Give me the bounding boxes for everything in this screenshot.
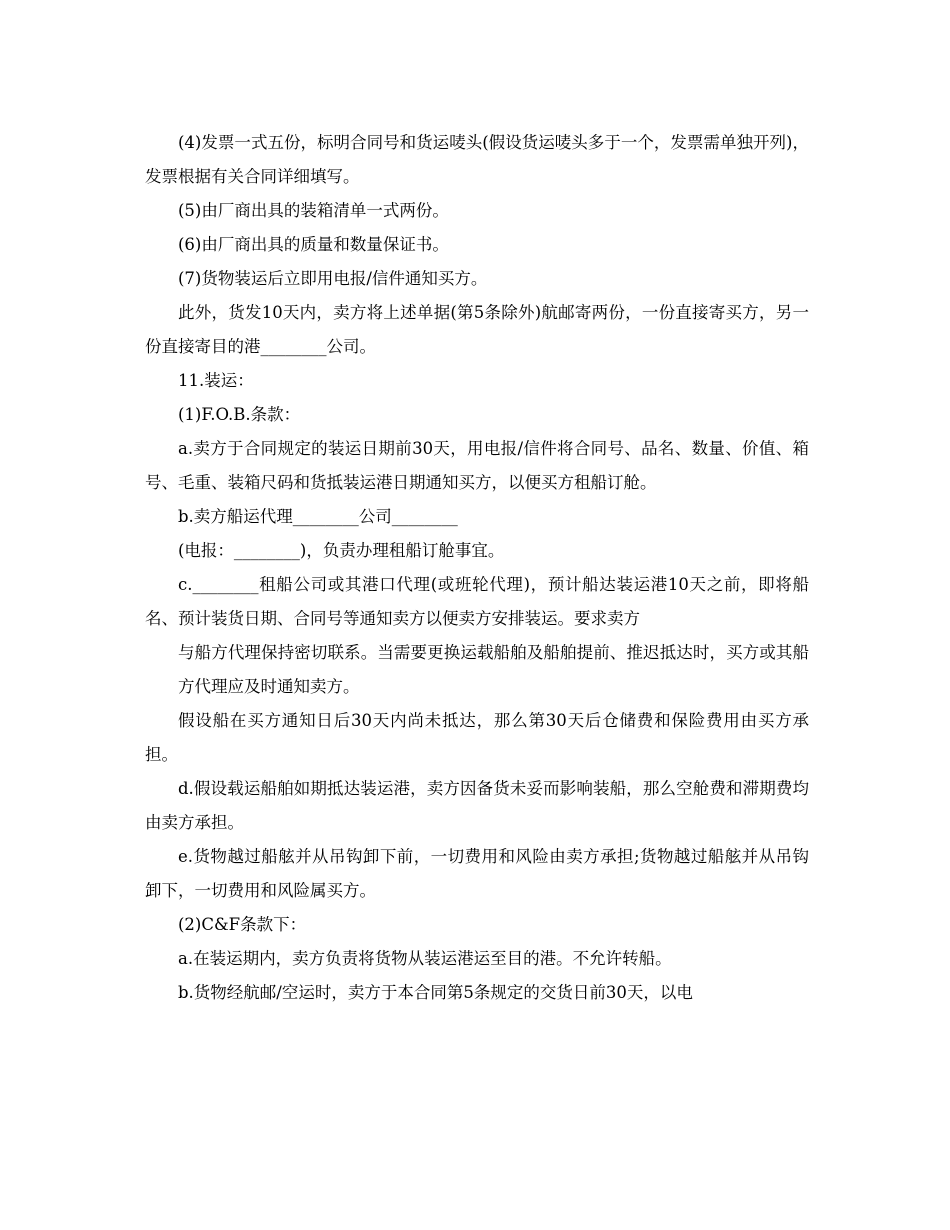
paragraph-fob-d: d.假设载运船舶如期抵达装运港，卖方因备货未妥而影响装船，那么空舱费和滞期费均由卖方承担。 bbox=[145, 779, 809, 832]
document-body bbox=[145, 126, 809, 1010]
subheading-cf-terms: (2)C&F条款下： bbox=[178, 915, 307, 934]
paragraph-fob-c-continued: 与船方代理保持密切联系。当需要更换运载船舶及船舶提前、推迟抵达时，买方或其船方代理应及时通知卖方。 bbox=[178, 643, 809, 696]
paragraph-shipment-notice: (7)货物装运后立即用电报/信件通知买方。 bbox=[178, 269, 488, 288]
paragraph-vessel-delay: 假设船在买方通知日后30天内尚未抵达，那么第30天后仓储费和保险费用由买方承担。 bbox=[145, 711, 809, 764]
paragraph-cf-b: b.货物经航邮/空运时，卖方于本合同第5条规定的交货日前30天，以电 bbox=[178, 983, 693, 1002]
paragraph-packing-list: (5)由厂商出具的装箱清单一式两份。 bbox=[178, 201, 449, 220]
paragraph-cf-a: a.在装运期内，卖方负责将货物从装运港运至目的港。不允许转船。 bbox=[178, 949, 672, 968]
paragraph-invoice: (4)发票一式五份，标明合同号和货运唛头(假设货运唛头多于一个，发票需单独开列)，发票根据有关合同详细填写。 bbox=[145, 133, 809, 186]
paragraph-quality-certificate: (6)由厂商出具的质量和数量保证书。 bbox=[178, 235, 449, 254]
paragraph-fob-c: c.________租船公司或其港口代理(或班轮代理)，预计船达装运港10天之前，即将船名、预计装货日期、合同号等通知卖方以便卖方安排装运。要求卖方 bbox=[145, 575, 809, 628]
paragraph-fob-b-telegram: (电报：________)，负责办理租船订舱事宜。 bbox=[178, 541, 505, 560]
paragraph-fob-e: e.货物越过船舷并从吊钩卸下前，一切费用和风险由卖方承担;货物越过船舷并从吊钩卸下，一切费用和风险属买方。 bbox=[145, 847, 809, 900]
paragraph-fob-a: a.卖方于合同规定的装运日期前30天，用电报/信件将合同号、品名、数量、价值、箱号、毛重、装箱尺码和货抵装运港日期通知买方，以便买方租船订舱。 bbox=[145, 439, 809, 492]
subheading-fob-terms: (1)F.O.B.条款： bbox=[178, 405, 301, 424]
paragraph-fob-b: b.卖方船运代理________公司________ bbox=[178, 507, 458, 526]
section-heading-shipment: 11.装运： bbox=[178, 371, 254, 390]
paragraph-document-mailing: 此外，货发10天内，卖方将上述单据(第5条除外)航邮寄两份，一份直接寄买方，另一份直接寄目的港________公司。 bbox=[145, 303, 809, 356]
